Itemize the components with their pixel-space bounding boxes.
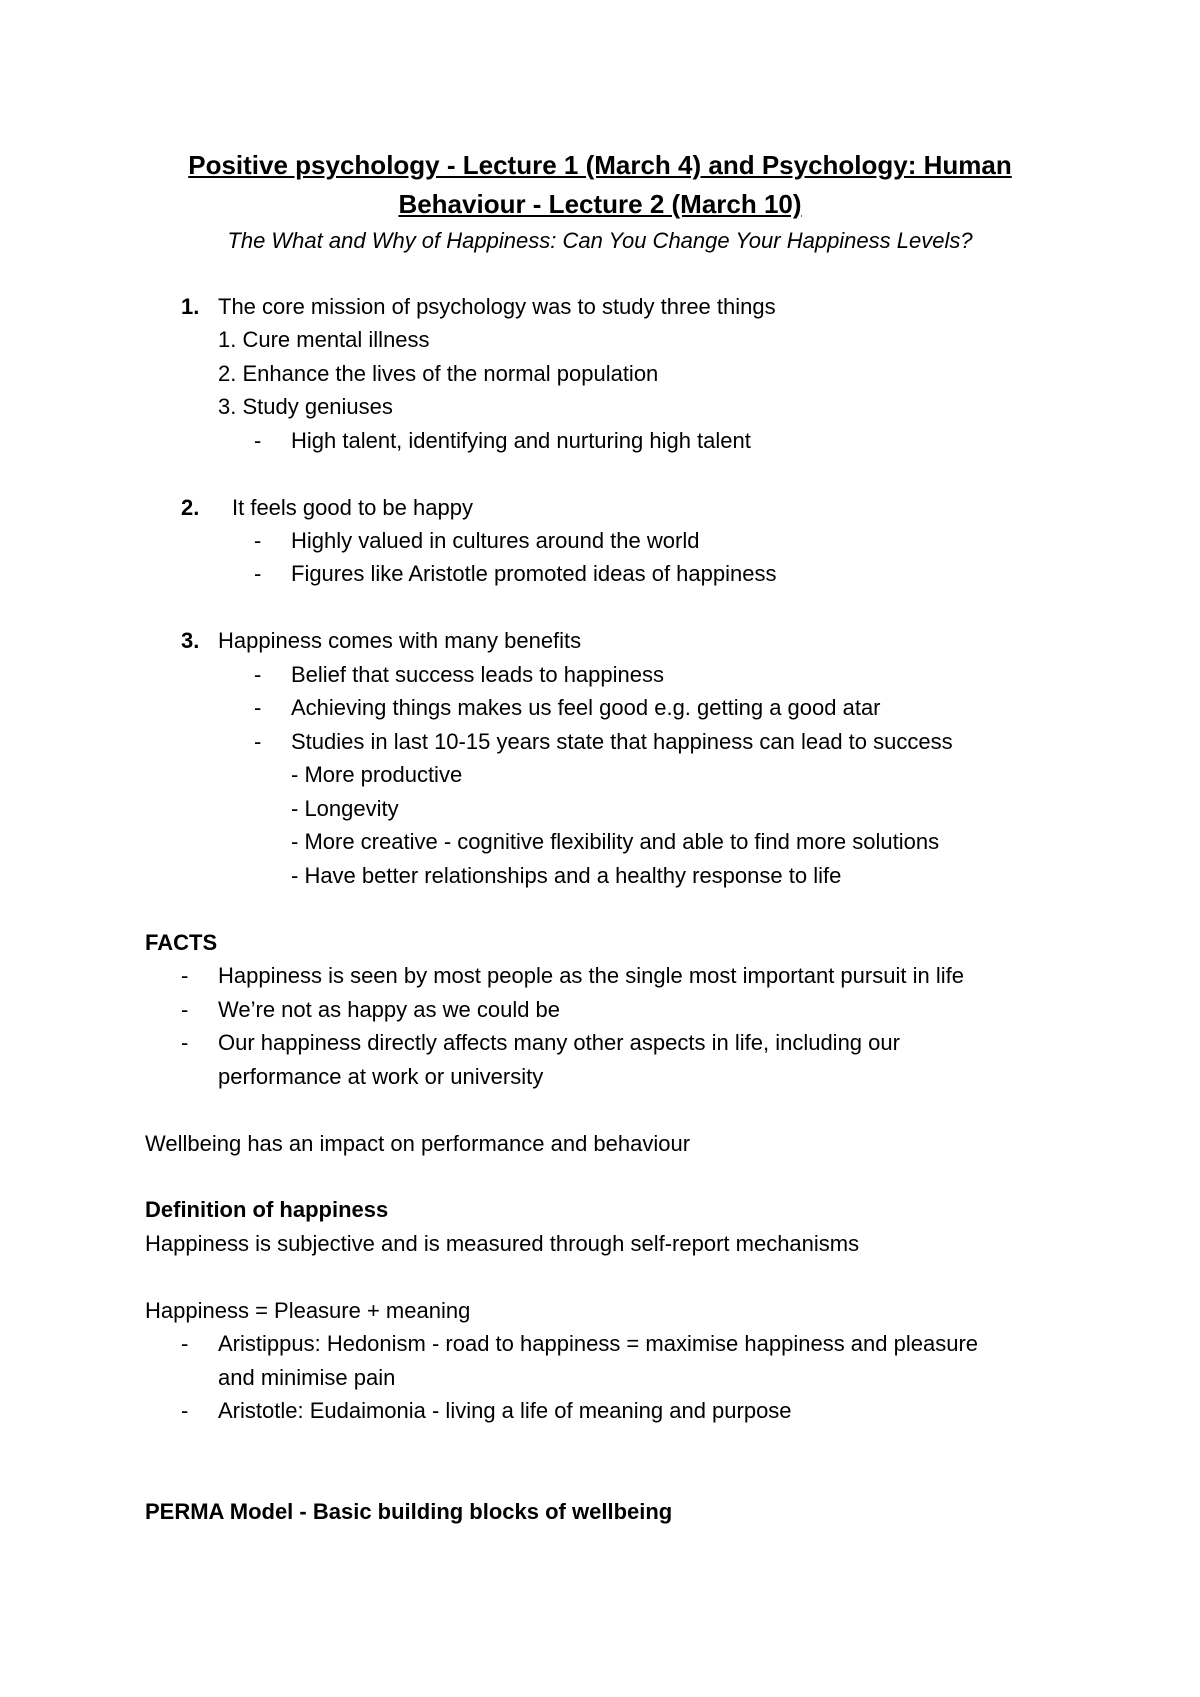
bullet-dash: -: [254, 428, 262, 453]
section-3-sub-item-3: - More creative - cognitive flexibility and able to find more solutions: [291, 829, 940, 854]
section-3-sub-item-1: - More productive: [291, 762, 463, 787]
bullet-dash: -: [181, 963, 189, 988]
formula-bullet-2: Aristotle: Eudaimonia - living a life of meaning and purpose: [218, 1398, 792, 1423]
title-line-1: Positive psychology - Lecture 1 (March 4) and Psychology: Human: [188, 150, 1012, 180]
section-3-sub-item-4: - Have better relationships and a healthy response to life: [291, 863, 842, 888]
section-1-item-1: 1. Cure mental illness: [218, 327, 430, 352]
section-1-number: 1.: [181, 294, 200, 319]
section-1-item-2: 2. Enhance the lives of the normal population: [218, 361, 659, 386]
definition-text: Happiness is subjective and is measured through self-report mechanisms: [145, 1231, 860, 1256]
section-1-item-3: 3. Study geniuses: [218, 394, 393, 419]
section-3-bullet-2: Achieving things makes us feel good e.g. getting a good atar: [291, 695, 881, 720]
formula-bullet-1: Aristippus: Hedonism - road to happiness = maximise happiness and pleasure: [218, 1331, 979, 1356]
facts-bullet-2: We’re not as happy as we could be: [218, 997, 561, 1022]
bullet-dash: -: [254, 662, 262, 687]
section-1-text: The core mission of psychology was to study three things: [218, 294, 776, 319]
section-2-bullet-1: Highly valued in cultures around the world: [291, 528, 700, 553]
perma-heading: PERMA Model - Basic building blocks of wellbeing: [145, 1499, 673, 1524]
happiness-formula: Happiness = Pleasure + meaning: [145, 1298, 471, 1323]
section-1-sub-bullet: High talent, identifying and nurturing high talent: [291, 428, 751, 453]
bullet-dash: -: [181, 1030, 189, 1055]
section-2-bullet-2: Figures like Aristotle promoted ideas of happiness: [291, 561, 777, 586]
bullet-dash: -: [254, 561, 262, 586]
facts-heading: FACTS: [145, 930, 218, 955]
bullet-dash: -: [254, 528, 262, 553]
section-3-bullet-1: Belief that success leads to happiness: [291, 662, 665, 687]
bullet-dash: -: [181, 1331, 189, 1356]
section-3-number: 3.: [181, 628, 200, 653]
page-title: [0, 146, 1200, 224]
formula-bullet-1-continued: and minimise pain: [218, 1365, 396, 1390]
facts-bullet-3: Our happiness directly affects many other aspects in life, including our: [218, 1030, 900, 1055]
definition-heading: Definition of happiness: [145, 1197, 389, 1222]
title-line-2: Behaviour - Lecture 2 (March 10): [398, 189, 802, 219]
bullet-dash: -: [181, 997, 189, 1022]
section-2-number: 2.: [181, 495, 200, 520]
bullet-dash: -: [254, 729, 262, 754]
section-3-text: Happiness comes with many benefits: [218, 628, 582, 653]
bullet-dash: -: [181, 1398, 189, 1423]
wellbeing-statement: Wellbeing has an impact on performance and behaviour: [145, 1131, 691, 1156]
bullet-dash: -: [254, 695, 262, 720]
facts-bullet-1: Happiness is seen by most people as the single most important pursuit in life: [218, 963, 964, 988]
facts-bullet-3-continued: performance at work or university: [218, 1064, 544, 1089]
section-2-text: It feels good to be happy: [232, 495, 473, 520]
page-subtitle: The What and Why of Happiness: Can You Change Your Happiness Levels?: [227, 228, 973, 253]
section-3-bullet-3: Studies in last 10-15 years state that happiness can lead to success: [291, 729, 953, 754]
section-3-sub-item-2: - Longevity: [291, 796, 399, 821]
